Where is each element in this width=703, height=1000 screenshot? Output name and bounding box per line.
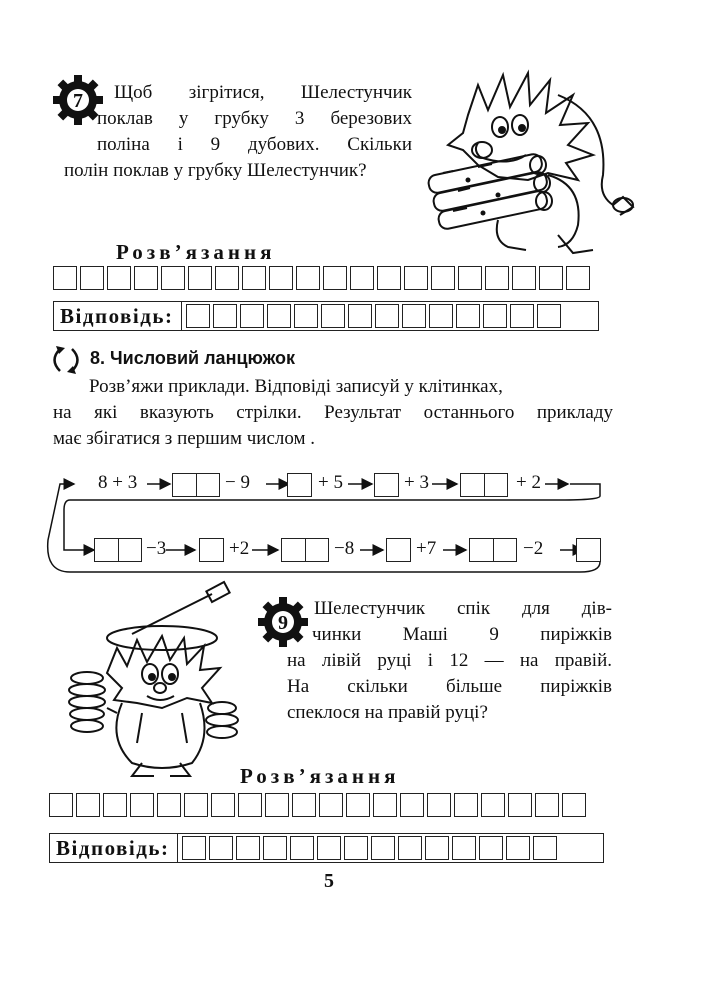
chain-step-4: + 3 <box>404 472 429 493</box>
task-7-line: полін поклав у грубку Шелестунчик? <box>64 160 367 181</box>
task-8-line: має збігатися з першим числом . <box>53 428 316 449</box>
task-7-answer-label: Відповідь: <box>54 302 182 330</box>
chain-step-3: + 5 <box>318 472 343 493</box>
task-7-solution-grid[interactable] <box>53 266 593 290</box>
hedgehog-carrying-logs-illustration <box>408 55 643 260</box>
chain-answer-box[interactable] <box>374 473 399 497</box>
task-7-number: 7 <box>73 90 83 112</box>
task-9-line: Шелестунчик спік для дів- <box>314 598 612 619</box>
task-8-title: 8. Числовий ланцюжок <box>90 348 295 368</box>
chain-step-9: +7 <box>416 538 437 559</box>
task-7-text-block <box>97 106 412 158</box>
chain-step-10: −2 <box>523 538 544 559</box>
task-9-answer-box[interactable] <box>49 833 604 863</box>
task-9-line: На скільки більше пиріжків <box>287 676 612 697</box>
task-7-text-last <box>64 158 424 184</box>
chain-box-divider <box>493 538 494 562</box>
chain-step-2: − 9 <box>225 472 250 493</box>
chain-step-7: +2 <box>229 538 250 559</box>
hedgehog-with-pastries-illustration <box>62 578 262 778</box>
task-8-line: Розв’яжи приклади. Відповіді записуй у клітинках, <box>89 376 503 397</box>
chain-box-divider <box>118 538 119 562</box>
chain-step-8: −8 <box>334 538 355 559</box>
task-9-text-block <box>312 622 612 648</box>
task-9-number-badge <box>257 596 309 648</box>
chain-step-5: + 2 <box>516 472 541 493</box>
cycle-arrows-icon <box>46 344 86 376</box>
task-7-text <box>114 80 412 106</box>
task-9-answer-cells[interactable] <box>178 836 560 860</box>
chain-step-6: −3 <box>146 538 167 559</box>
task-9-line: спеклося на правій руці? <box>287 702 488 723</box>
chain-answer-box[interactable] <box>287 473 312 497</box>
task-8-text <box>53 374 613 452</box>
task-9-line: чинки Маші 9 пиріжків <box>312 624 612 645</box>
chain-box-divider <box>484 473 485 497</box>
chain-box-divider <box>305 538 306 562</box>
chain-answer-box[interactable] <box>386 538 411 562</box>
task-9-number: 9 <box>278 612 288 634</box>
task-8-line: на які вказують стрілки. Результат останнього прикладу <box>53 402 613 423</box>
task-7-solution-heading: Розв’язання <box>116 240 276 264</box>
task-7-answer-cells[interactable] <box>182 304 564 328</box>
chain-final-answer-box[interactable] <box>576 538 601 562</box>
task-9-answer-label: Відповідь: <box>50 834 178 862</box>
chain-answer-box[interactable] <box>199 538 224 562</box>
chain-box-divider <box>196 473 197 497</box>
task-9-line: на лівій руці і 12 — на правій. <box>287 650 612 671</box>
task-7-line: Щоб зігрітися, Шелестунчик <box>114 82 412 103</box>
task-7-answer-box[interactable] <box>53 301 599 331</box>
task-9-solution-heading: Розв’язання <box>240 764 400 788</box>
task-9-text <box>314 596 612 622</box>
chain-step-1: 8 + 3 <box>98 472 138 493</box>
task-9-solution-grid[interactable] <box>49 793 589 817</box>
task-9-text-rest <box>287 648 612 726</box>
page-number: 5 <box>324 870 334 892</box>
task-7-line: поліна і 9 дубових. Скільки <box>97 134 412 155</box>
task-7-line: поклав у грубку 3 березових <box>97 108 412 129</box>
